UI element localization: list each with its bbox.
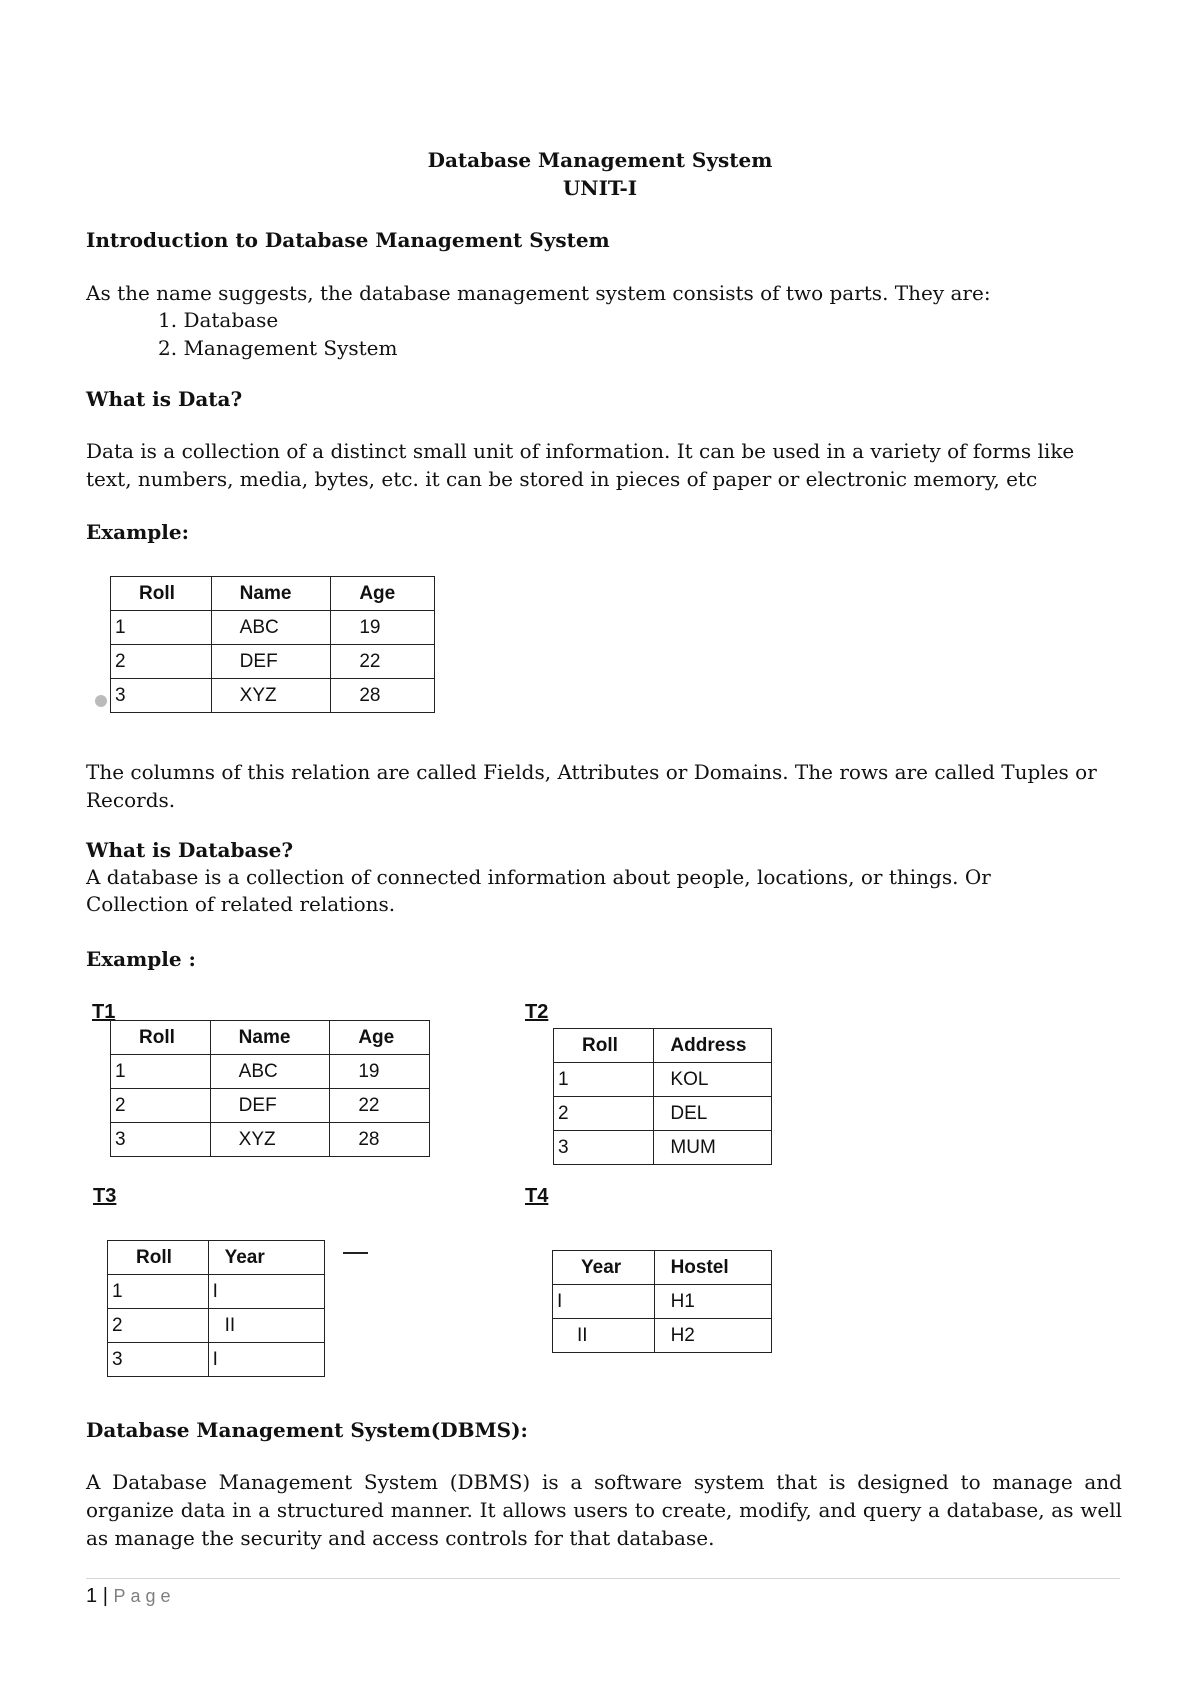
table-row (111, 679, 435, 713)
table-cell: I (553, 1285, 655, 1319)
table-cell: 19 (330, 1055, 430, 1089)
table-cell: II (208, 1309, 324, 1343)
table-cell: H2 (654, 1319, 771, 1353)
column-header: Age (330, 1021, 430, 1055)
data-paragraph: Data is a collection of a distinct small unit of information. It can be used in a variety of forms like text, numbers, media, bytes, etc. it can be stored in pieces of paper or electronic memory, etc (86, 439, 1075, 491)
table-cell: 3 (554, 1131, 654, 1165)
table-header-row (111, 1021, 430, 1055)
column-header: Roll (554, 1029, 654, 1063)
column-header: Name (211, 577, 331, 611)
column-header: Name (210, 1021, 330, 1055)
table-cell: ABC (210, 1055, 330, 1089)
table-header-row (553, 1251, 772, 1285)
table-cell: I (208, 1343, 324, 1377)
table-row (108, 1275, 325, 1309)
database-paragraph: A database is a collection of connected information about people, locations, or things. Or (86, 865, 991, 889)
unit-label: UNIT-I (562, 176, 638, 200)
table-row (553, 1285, 772, 1319)
table-t4 (552, 1250, 772, 1353)
table-t1 (110, 1020, 430, 1157)
page-word: Page (113, 1586, 176, 1606)
database-paragraph-line2: Collection of related relations. (86, 892, 396, 916)
table-cell: 1 (111, 611, 212, 645)
dbms-paragraph: A Database Management System (DBMS) is a software system that is designed to manage and organize data in a structured manner. It allows users to create, modify, and query a database, as well as manage the security and access controls for that database. (86, 1470, 1122, 1550)
table-cell: 2 (554, 1097, 654, 1131)
table-cell: 1 (108, 1275, 209, 1309)
table-header-row (554, 1029, 772, 1063)
table-cell: 19 (331, 611, 435, 645)
page-number: 1 (86, 1585, 98, 1607)
scan-mark-dot (95, 695, 107, 707)
table-cell: DEL (654, 1097, 772, 1131)
database-heading: What is Database? (86, 838, 294, 862)
column-header: Hostel (654, 1251, 771, 1285)
column-header: Year (553, 1251, 655, 1285)
stray-dash-mark (343, 1252, 368, 1254)
table-cell: ABC (211, 611, 331, 645)
table-label-t3: T3 (93, 1185, 117, 1207)
table-cell: 28 (330, 1123, 430, 1157)
table-cell: 2 (108, 1309, 209, 1343)
table-cell: 1 (554, 1063, 654, 1097)
column-header: Roll (111, 577, 212, 611)
footer-separator: | (102, 1585, 108, 1607)
data-heading: What is Data? (86, 387, 243, 411)
table-row (554, 1063, 772, 1097)
table-cell: H1 (654, 1285, 771, 1319)
intro-paragraph: As the name suggests, the database management system consists of two parts. They are: (86, 281, 991, 305)
table-row (111, 611, 435, 645)
table-cell: 3 (111, 1123, 211, 1157)
table-t2 (553, 1028, 772, 1165)
dbms-heading: Database Management System(DBMS): (86, 1418, 528, 1442)
example2-heading: Example : (86, 947, 196, 971)
table-row (108, 1343, 325, 1377)
table-cell: II (553, 1319, 655, 1353)
column-header: Roll (108, 1241, 209, 1275)
table-row (554, 1131, 772, 1165)
footer-divider (86, 1578, 1120, 1579)
page-footer (86, 1582, 176, 1610)
table-label-t4: T4 (525, 1185, 549, 1207)
table-label-t2: T2 (525, 1001, 549, 1023)
table-cell: 3 (111, 679, 212, 713)
table-cell: 2 (111, 1089, 211, 1123)
table-cell: DEF (211, 645, 331, 679)
table-t3 (107, 1240, 325, 1377)
list-item: 1. Database (158, 308, 279, 332)
relation-paragraph: The columns of this relation are called Fields, Attributes or Domains. The rows are called Tuples or Records. (86, 760, 1097, 812)
table-cell: XYZ (210, 1123, 330, 1157)
table-cell: 22 (331, 645, 435, 679)
example-heading: Example: (86, 520, 189, 544)
table-row (554, 1097, 772, 1131)
table-row (111, 1123, 430, 1157)
table-cell: XYZ (211, 679, 331, 713)
table-cell: 1 (111, 1055, 211, 1089)
column-header: Roll (111, 1021, 211, 1055)
table-cell: 22 (330, 1089, 430, 1123)
column-header: Address (654, 1029, 772, 1063)
table-row (108, 1309, 325, 1343)
table-cell: 3 (108, 1343, 209, 1377)
column-header: Age (331, 577, 435, 611)
table-cell: I (208, 1275, 324, 1309)
column-header: Year (208, 1241, 324, 1275)
table-row (111, 1089, 430, 1123)
list-item: 2. Management System (158, 336, 398, 360)
table-row (111, 645, 435, 679)
table-cell: 2 (111, 645, 212, 679)
table-header-row (111, 577, 435, 611)
table-row (111, 1055, 430, 1089)
table-header-row (108, 1241, 325, 1275)
table-label-t1: T1 (92, 1001, 116, 1023)
table-cell: KOL (654, 1063, 772, 1097)
table-cell: 28 (331, 679, 435, 713)
table-cell: MUM (654, 1131, 772, 1165)
example-data-table (110, 576, 435, 713)
document-title: Database Management System (427, 148, 773, 172)
intro-heading: Introduction to Database Management System (86, 228, 610, 252)
table-row (553, 1319, 772, 1353)
table-cell: DEF (210, 1089, 330, 1123)
